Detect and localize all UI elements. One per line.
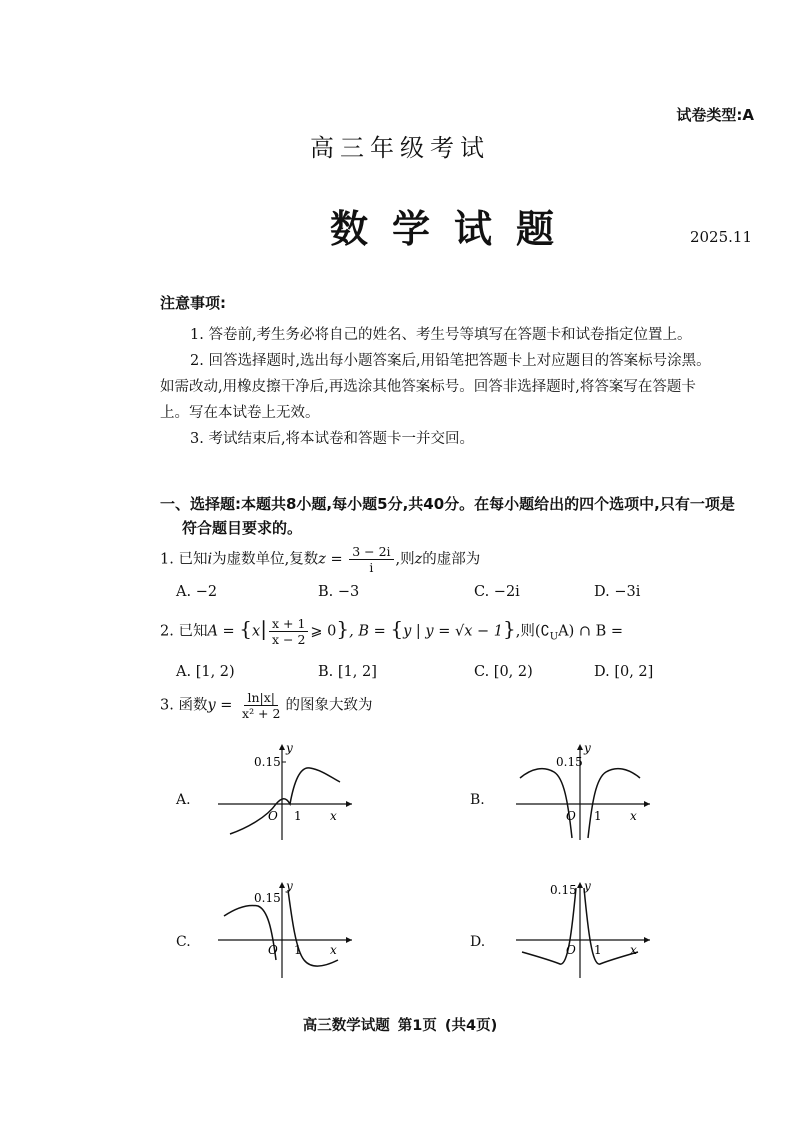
q1-option-c[interactable]: C. −2i — [474, 584, 520, 600]
q1-suffix: ,则 — [395, 551, 415, 568]
graph-b-plot — [510, 742, 660, 842]
q2-frac-den: x − 2 — [271, 632, 306, 647]
footer-name: 高三数学试题 — [302, 1018, 390, 1034]
q1-i-var: i — [207, 551, 213, 568]
graph-b-tick-y: 0.15 — [556, 755, 583, 769]
q3-prefix: 3. 函数 — [160, 697, 208, 714]
footer-page: 第1页 — [397, 1018, 437, 1034]
graph-a-axis-y: y — [286, 742, 293, 755]
main-title: 数学试题 — [330, 206, 579, 251]
q2-option-a[interactable]: A. [1, 2) — [176, 664, 235, 680]
graph-d-origin: O — [566, 943, 576, 957]
q2-b-def: , B = — [349, 623, 386, 640]
question-1 — [160, 544, 480, 575]
q2-set-a-var: x — [252, 623, 261, 640]
q3-frac-den: x² + 2 — [242, 706, 281, 721]
q2-prefix: 2. 已知 — [160, 623, 208, 640]
graph-b-tick-x: 1 — [594, 809, 602, 823]
q3-tail: 的图象大致为 — [285, 697, 373, 714]
notice-item-2-end: 上。写在本试卷上无效。 — [160, 405, 320, 421]
q1-fraction — [349, 544, 393, 575]
graph-a-tick-y: 0.15 — [254, 755, 281, 769]
graph-d-tick-x: 1 — [594, 943, 602, 957]
graph-a-tick-x: 1 — [294, 809, 302, 823]
graph-b-label: B. — [470, 792, 485, 808]
q1-option-a[interactable]: A. −2 — [176, 584, 218, 600]
q2-sub: U — [549, 631, 559, 643]
graph-a-origin: O — [268, 809, 278, 823]
q2-option-b[interactable]: B. [1, 2] — [318, 664, 377, 680]
notice-heading: 注意事项: — [160, 294, 226, 312]
q2-brace-close-b: } — [502, 616, 516, 641]
graph-a-label: A. — [176, 792, 191, 808]
graph-c-tick-x: 1 — [294, 943, 302, 957]
graph-b-origin: O — [566, 809, 576, 823]
q1-frac-den: i — [369, 560, 374, 575]
section-heading-line2: 符合题目要求的。 — [182, 519, 303, 537]
q1-option-d[interactable]: D. −3i — [594, 584, 641, 600]
q2-option-c[interactable]: C. [0, 2) — [474, 664, 533, 680]
page-footer — [0, 1014, 800, 1035]
q2-set-b: y | y = √x − 1 — [403, 623, 503, 640]
notice-item-2: 2. 回答选择题时,选出每小题答案后,用铅笔把答题卡上对应题目的答案标号涂黑。 — [190, 353, 711, 369]
paper-type: 试卷类型:A — [676, 106, 754, 124]
graph-c-axis-x: x — [330, 943, 337, 957]
notice-item-2-cont: 如需改动,用橡皮擦干净后,再选涂其他答案标号。回答非选择题时,将答案写在答题卡 — [160, 379, 696, 395]
graph-a-plot — [212, 742, 362, 842]
graph-d-tick-y: 0.15 — [550, 883, 577, 897]
question-3 — [160, 690, 372, 721]
grade-title: 高三年级考试 — [310, 134, 490, 162]
notice-item-3: 3. 考试结束后,将本试卷和答题卡一并交回。 — [190, 431, 475, 447]
graph-b-axis-y: y — [584, 742, 591, 755]
graph-d-label: D. — [470, 934, 486, 950]
notice-item-1: 1. 答卷前,考生务必将自己的姓名、考生号等填写在答题卡和试卷指定位置上。 — [190, 327, 692, 343]
q1-mid: 为虚数单位,复数 — [212, 551, 319, 568]
q1-tail: 的虚部为 — [422, 551, 481, 568]
graph-a-axis-x: x — [330, 809, 337, 823]
footer-total: (共4页) — [444, 1018, 498, 1034]
graph-d-axis-y: y — [584, 880, 591, 893]
q1-prefix: 1. 已知 — [160, 551, 208, 568]
graph-b-axis-x: x — [630, 809, 637, 823]
graph-d-plot — [510, 880, 660, 980]
q2-set-a-cond: ⩾ 0 — [310, 623, 337, 640]
q1-frac-num: 3 − 2i — [349, 544, 393, 560]
section-heading — [160, 492, 760, 540]
q1-z2: z — [414, 551, 423, 568]
q2-fraction — [269, 616, 308, 647]
q2-brace-open: { — [239, 616, 253, 641]
exam-date: 2025.11 — [689, 228, 752, 246]
q1-option-b[interactable]: B. −3 — [318, 584, 360, 600]
q2-option-d[interactable]: D. [0, 2] — [594, 664, 654, 680]
graph-c-tick-y: 0.15 — [254, 891, 281, 905]
q3-fraction — [239, 690, 283, 721]
graph-d-axis-x: x — [630, 943, 637, 957]
graph-c-plot — [212, 880, 362, 980]
question-2 — [160, 616, 623, 647]
q2-a-def: A = — [207, 623, 235, 640]
q2-brace-open-b: { — [390, 616, 404, 641]
q2-tail2: A) ∩ B = — [558, 623, 624, 640]
q2-tail: ,则(∁ — [515, 623, 550, 640]
q3-frac-num: ln|x| — [244, 690, 278, 706]
q3-y-eq: y = — [207, 697, 233, 714]
section-heading-line1: 一、选择题:本题共8小题,每小题5分,共40分。在每小题给出的四个选项中,只有一项是 — [160, 495, 735, 513]
q1-z-eq: z = — [318, 551, 343, 568]
graph-c-axis-y: y — [286, 880, 293, 893]
q2-brace-close: } — [336, 616, 350, 641]
graph-c-label: C. — [176, 934, 191, 950]
q2-bar: | — [260, 616, 267, 641]
graph-c-origin: O — [268, 943, 278, 957]
q2-frac-num: x + 1 — [269, 616, 308, 632]
